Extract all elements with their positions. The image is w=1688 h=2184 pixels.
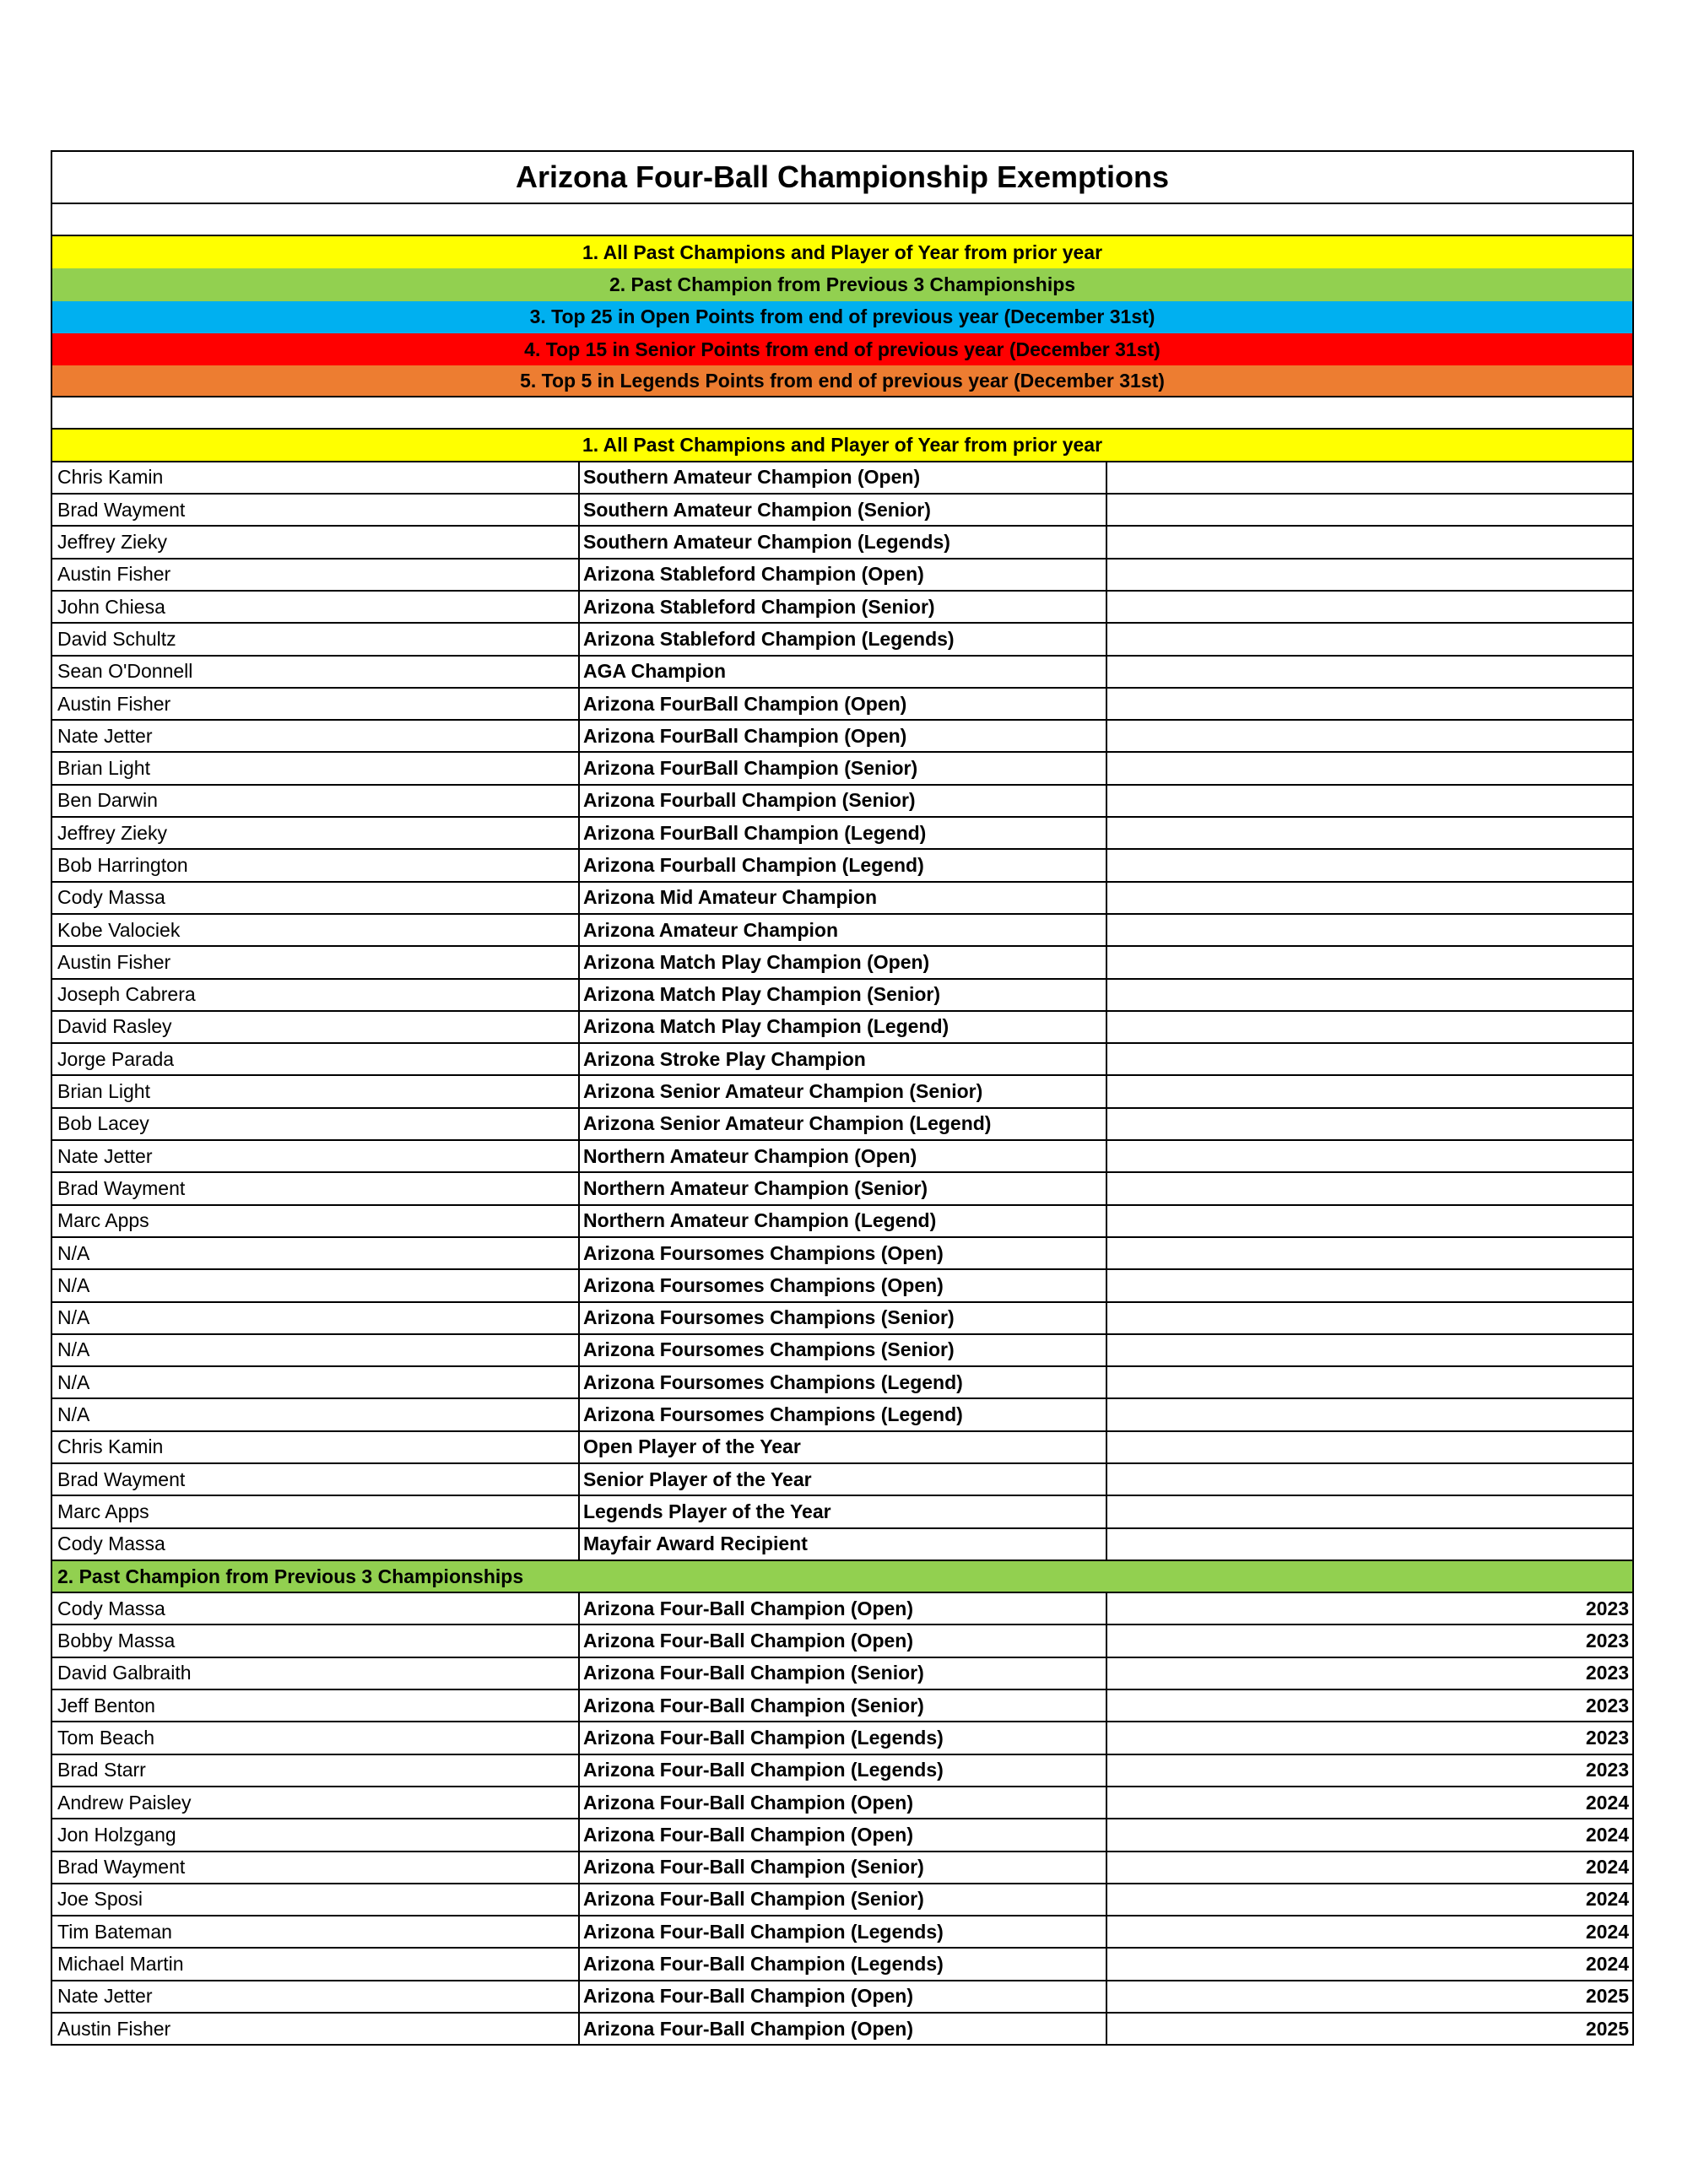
table-row <box>51 1496 1634 1528</box>
player-name-cell: Marc Apps <box>52 1496 580 1527</box>
player-name-cell: Ben Darwin <box>52 786 580 816</box>
table-row <box>51 1109 1634 1141</box>
table-row <box>51 2014 1634 2046</box>
category-label: 4. Top 15 in Senior Points from end of previous year (December 31st) <box>524 338 1160 360</box>
year-cell <box>1107 980 1632 1010</box>
table-row <box>51 1367 1634 1399</box>
year-cell <box>1107 883 1632 913</box>
player-name-cell: Jeffrey Zieky <box>52 527 580 557</box>
year-cell: 2024 <box>1585 1953 1629 1976</box>
player-name-cell: Brad Wayment <box>52 1464 580 1495</box>
championship-title-cell: Northern Amateur Champion (Senior) <box>580 1173 1107 1203</box>
year-cell <box>1107 1367 1632 1397</box>
player-name-cell: N/A <box>52 1399 580 1430</box>
table-row <box>51 1981 1634 2014</box>
championship-title-cell: Senior Player of the Year <box>580 1464 1107 1495</box>
championship-title-cell: Arizona Four-Ball Champion (Legends) <box>580 1949 1107 1979</box>
table-row <box>51 1335 1634 1367</box>
championship-title-cell: Arizona Foursomes Champions (Open) <box>580 1238 1107 1268</box>
player-name-cell: Bob Harrington <box>52 850 580 880</box>
championship-title-cell: Arizona Match Play Champion (Legend) <box>580 1012 1107 1042</box>
table-row <box>51 1399 1634 1431</box>
year-cell <box>1107 1206 1632 1236</box>
championship-title-cell: Arizona Match Play Champion (Open) <box>580 947 1107 977</box>
player-name-cell: David Galbraith <box>52 1658 580 1689</box>
table-row <box>51 818 1634 850</box>
championship-title-cell: Arizona Four-Ball Champion (Senior) <box>580 1690 1107 1721</box>
year-cell <box>1107 527 1632 557</box>
table-row <box>51 1755 1634 1787</box>
table-row <box>51 947 1634 979</box>
player-name-cell: Jeff Benton <box>52 1690 580 1721</box>
player-name-cell: Austin Fisher <box>52 689 580 719</box>
category-label: 3. Top 25 in Open Points from end of previous year (December 31st) <box>529 305 1155 328</box>
year-cell <box>1107 560 1632 590</box>
table-row <box>51 1916 1634 1949</box>
table-row <box>51 980 1634 1012</box>
year-cell <box>1107 915 1632 945</box>
table-row <box>51 721 1634 753</box>
section-2-table <box>51 1593 1634 2046</box>
table-row <box>51 657 1634 689</box>
championship-title-cell: Southern Amateur Champion (Senior) <box>580 495 1107 525</box>
player-name-cell: N/A <box>52 1335 580 1365</box>
year-cell <box>1107 1076 1632 1106</box>
championship-title-cell: Arizona FourBall Champion (Legend) <box>580 818 1107 848</box>
table-row <box>51 1238 1634 1270</box>
table-row <box>51 560 1634 592</box>
section-header-label: 2. Past Champion from Previous 3 Championships <box>57 1565 524 1587</box>
year-cell <box>1107 1044 1632 1074</box>
year-cell <box>1107 753 1632 783</box>
championship-title-cell: Arizona Mid Amateur Champion <box>580 883 1107 913</box>
championship-title-cell: AGA Champion <box>580 657 1107 687</box>
category-band-3 <box>51 301 1634 333</box>
player-name-cell: Brad Wayment <box>52 1852 580 1883</box>
table-row <box>51 527 1634 559</box>
category-label: 1. All Past Champions and Player of Year from prior year <box>582 241 1103 263</box>
player-name-cell: Cody Massa <box>52 1529 580 1560</box>
table-row <box>51 1464 1634 1496</box>
section-2-header <box>51 1561 1634 1593</box>
player-name-cell: Nate Jetter <box>52 1981 580 2012</box>
player-name-cell: Chris Kamin <box>52 1432 580 1462</box>
table-row <box>51 495 1634 527</box>
player-name-cell: Joseph Cabrera <box>52 980 580 1010</box>
player-name-cell: Tim Bateman <box>52 1916 580 1947</box>
championship-title-cell: Arizona Four-Ball Champion (Open) <box>580 1981 1107 2012</box>
player-name-cell: Cody Massa <box>52 883 580 913</box>
championship-title-cell: Southern Amateur Champion (Legends) <box>580 527 1107 557</box>
year-cell <box>1107 624 1632 654</box>
table-row <box>51 1270 1634 1302</box>
year-cell <box>1107 462 1632 493</box>
table-row <box>51 786 1634 818</box>
year-cell <box>1107 1335 1632 1365</box>
championship-title-cell: Arizona Four-Ball Champion (Open) <box>580 2014 1107 2044</box>
championship-title-cell: Arizona Stableford Champion (Senior) <box>580 592 1107 622</box>
player-name-cell: Michael Martin <box>52 1949 580 1979</box>
player-name-cell: Chris Kamin <box>52 462 580 493</box>
championship-title-cell: Arizona FourBall Champion (Open) <box>580 689 1107 719</box>
table-row <box>51 462 1634 495</box>
table-row <box>51 1173 1634 1205</box>
player-name-cell: Brad Starr <box>52 1755 580 1786</box>
year-cell <box>1107 1270 1632 1300</box>
championship-title-cell: Arizona FourBall Champion (Open) <box>580 721 1107 751</box>
player-name-cell: David Rasley <box>52 1012 580 1042</box>
player-name-cell: Brad Wayment <box>52 1173 580 1203</box>
table-row <box>51 1076 1634 1108</box>
championship-title-cell: Arizona Four-Ball Champion (Legends) <box>580 1722 1107 1753</box>
player-name-cell: Jon Holzgang <box>52 1819 580 1850</box>
championship-title-cell: Open Player of the Year <box>580 1432 1107 1462</box>
year-cell <box>1107 592 1632 622</box>
player-name-cell: Brian Light <box>52 753 580 783</box>
championship-title-cell: Arizona Fourball Champion (Senior) <box>580 786 1107 816</box>
blank-row <box>51 397 1634 430</box>
year-cell <box>1107 1529 1632 1560</box>
player-name-cell: David Schultz <box>52 624 580 654</box>
year-cell: 2024 <box>1585 1888 1629 1911</box>
year-cell <box>1107 1238 1632 1268</box>
sheet-title-row <box>51 150 1634 204</box>
table-row <box>51 1303 1634 1335</box>
table-row <box>51 1884 1634 1916</box>
player-name-cell: Bob Lacey <box>52 1109 580 1139</box>
championship-title-cell: Northern Amateur Champion (Open) <box>580 1141 1107 1171</box>
table-row <box>51 624 1634 656</box>
championship-title-cell: Arizona Four-Ball Champion (Open) <box>580 1593 1107 1624</box>
championship-title-cell: Arizona Fourball Champion (Legend) <box>580 850 1107 880</box>
year-cell <box>1107 1432 1632 1462</box>
table-row <box>51 915 1634 947</box>
player-name-cell: Nate Jetter <box>52 1141 580 1171</box>
year-cell <box>1107 1399 1632 1430</box>
table-row <box>51 1690 1634 1722</box>
table-row <box>51 1625 1634 1657</box>
section-1-table <box>51 462 1634 1561</box>
championship-title-cell: Northern Amateur Champion (Legend) <box>580 1206 1107 1236</box>
category-label: 2. Past Champion from Previous 3 Championships <box>609 273 1076 295</box>
table-row <box>51 1012 1634 1044</box>
player-name-cell: Kobe Valociek <box>52 915 580 945</box>
year-cell <box>1107 1012 1632 1042</box>
category-band-1 <box>51 236 1634 268</box>
year-cell <box>1107 1464 1632 1495</box>
year-cell <box>1107 657 1632 687</box>
year-cell <box>1107 1141 1632 1171</box>
championship-title-cell: Arizona FourBall Champion (Senior) <box>580 753 1107 783</box>
player-name-cell: Brad Wayment <box>52 495 580 525</box>
player-name-cell: Tom Beach <box>52 1722 580 1753</box>
page-title: Arizona Four-Ball Championship Exemptions <box>515 159 1170 194</box>
year-cell: 2024 <box>1585 1920 1629 1943</box>
championship-title-cell: Arizona Four-Ball Champion (Senior) <box>580 1852 1107 1883</box>
category-label: 5. Top 5 in Legends Points from end of previous year (December 31st) <box>520 369 1165 392</box>
player-name-cell: N/A <box>52 1270 580 1300</box>
player-name-cell: Austin Fisher <box>52 947 580 977</box>
table-row <box>51 1658 1634 1690</box>
championship-title-cell: Arizona Four-Ball Champion (Senior) <box>580 1884 1107 1915</box>
year-cell: 2025 <box>1585 1985 1629 2008</box>
table-row <box>51 592 1634 624</box>
championship-title-cell: Arizona Four-Ball Champion (Open) <box>580 1819 1107 1850</box>
championship-title-cell: Arizona Stroke Play Champion <box>580 1044 1107 1074</box>
table-row <box>51 753 1634 785</box>
year-cell <box>1107 1173 1632 1203</box>
table-row <box>51 1206 1634 1238</box>
exemptions-sheet <box>51 150 1634 2046</box>
championship-title-cell: Mayfair Award Recipient <box>580 1529 1107 1560</box>
table-row <box>51 1529 1634 1561</box>
player-name-cell: N/A <box>52 1238 580 1268</box>
championship-title-cell: Arizona Foursomes Champions (Senior) <box>580 1303 1107 1333</box>
year-cell: 2023 <box>1585 1694 1629 1716</box>
section-header-label: 1. All Past Champions and Player of Year from prior year <box>582 434 1103 457</box>
year-cell <box>1107 850 1632 880</box>
championship-title-cell: Arizona Four-Ball Champion (Legends) <box>580 1755 1107 1786</box>
table-row <box>51 1593 1634 1625</box>
table-row <box>51 1949 1634 1981</box>
year-cell <box>1107 689 1632 719</box>
section-1-header <box>51 430 1634 462</box>
championship-title-cell: Legends Player of the Year <box>580 1496 1107 1527</box>
year-cell: 2023 <box>1585 1630 1629 1652</box>
player-name-cell: John Chiesa <box>52 592 580 622</box>
year-cell <box>1107 721 1632 751</box>
player-name-cell: N/A <box>52 1303 580 1333</box>
table-row <box>51 1722 1634 1754</box>
championship-title-cell: Arizona Foursomes Champions (Senior) <box>580 1335 1107 1365</box>
player-name-cell: Bobby Massa <box>52 1625 580 1656</box>
table-row <box>51 1819 1634 1852</box>
championship-title-cell: Arizona Foursomes Champions (Legend) <box>580 1399 1107 1430</box>
year-cell <box>1107 947 1632 977</box>
year-cell: 2024 <box>1585 1823 1629 1846</box>
championship-title-cell: Arizona Four-Ball Champion (Open) <box>580 1787 1107 1818</box>
category-band-5 <box>51 365 1634 397</box>
year-cell: 2023 <box>1585 1662 1629 1684</box>
championship-title-cell: Arizona Four-Ball Champion (Legends) <box>580 1916 1107 1947</box>
category-band-2 <box>51 268 1634 300</box>
player-name-cell: N/A <box>52 1367 580 1397</box>
player-name-cell: Nate Jetter <box>52 721 580 751</box>
year-cell <box>1107 1496 1632 1527</box>
championship-title-cell: Arizona Four-Ball Champion (Senior) <box>580 1658 1107 1689</box>
player-name-cell: Jeffrey Zieky <box>52 818 580 848</box>
table-row <box>51 1141 1634 1173</box>
table-row <box>51 883 1634 915</box>
championship-title-cell: Arizona Four-Ball Champion (Open) <box>580 1625 1107 1656</box>
year-cell: 2025 <box>1585 2017 1629 2040</box>
championship-title-cell: Arizona Senior Amateur Champion (Legend) <box>580 1109 1107 1139</box>
championship-title-cell: Arizona Stableford Champion (Legends) <box>580 624 1107 654</box>
championship-title-cell: Arizona Amateur Champion <box>580 915 1107 945</box>
table-row <box>51 1044 1634 1076</box>
category-band-4 <box>51 333 1634 365</box>
table-row <box>51 1852 1634 1884</box>
championship-title-cell: Arizona Foursomes Champions (Legend) <box>580 1367 1107 1397</box>
player-name-cell: Austin Fisher <box>52 560 580 590</box>
player-name-cell: Marc Apps <box>52 1206 580 1236</box>
year-cell <box>1107 1303 1632 1333</box>
championship-title-cell: Arizona Match Play Champion (Senior) <box>580 980 1107 1010</box>
championship-title-cell: Arizona Senior Amateur Champion (Senior) <box>580 1076 1107 1106</box>
championship-title-cell: Arizona Foursomes Champions (Open) <box>580 1270 1107 1300</box>
year-cell: 2023 <box>1585 1727 1629 1749</box>
blank-row <box>51 204 1634 236</box>
year-cell <box>1107 786 1632 816</box>
player-name-cell: Jorge Parada <box>52 1044 580 1074</box>
championship-title-cell: Arizona Stableford Champion (Open) <box>580 560 1107 590</box>
year-cell: 2023 <box>1585 1759 1629 1781</box>
player-name-cell: Cody Massa <box>52 1593 580 1624</box>
table-row <box>51 1787 1634 1819</box>
table-row <box>51 1432 1634 1464</box>
table-row <box>51 850 1634 882</box>
table-row <box>51 689 1634 721</box>
year-cell: 2024 <box>1585 1856 1629 1879</box>
player-name-cell: Joe Sposi <box>52 1884 580 1915</box>
year-cell <box>1107 1109 1632 1139</box>
player-name-cell: Austin Fisher <box>52 2014 580 2044</box>
year-cell: 2024 <box>1585 1791 1629 1814</box>
year-cell <box>1107 818 1632 848</box>
championship-title-cell: Southern Amateur Champion (Open) <box>580 462 1107 493</box>
year-cell: 2023 <box>1585 1597 1629 1619</box>
player-name-cell: Sean O'Donnell <box>52 657 580 687</box>
year-cell <box>1107 495 1632 525</box>
player-name-cell: Andrew Paisley <box>52 1787 580 1818</box>
player-name-cell: Brian Light <box>52 1076 580 1106</box>
